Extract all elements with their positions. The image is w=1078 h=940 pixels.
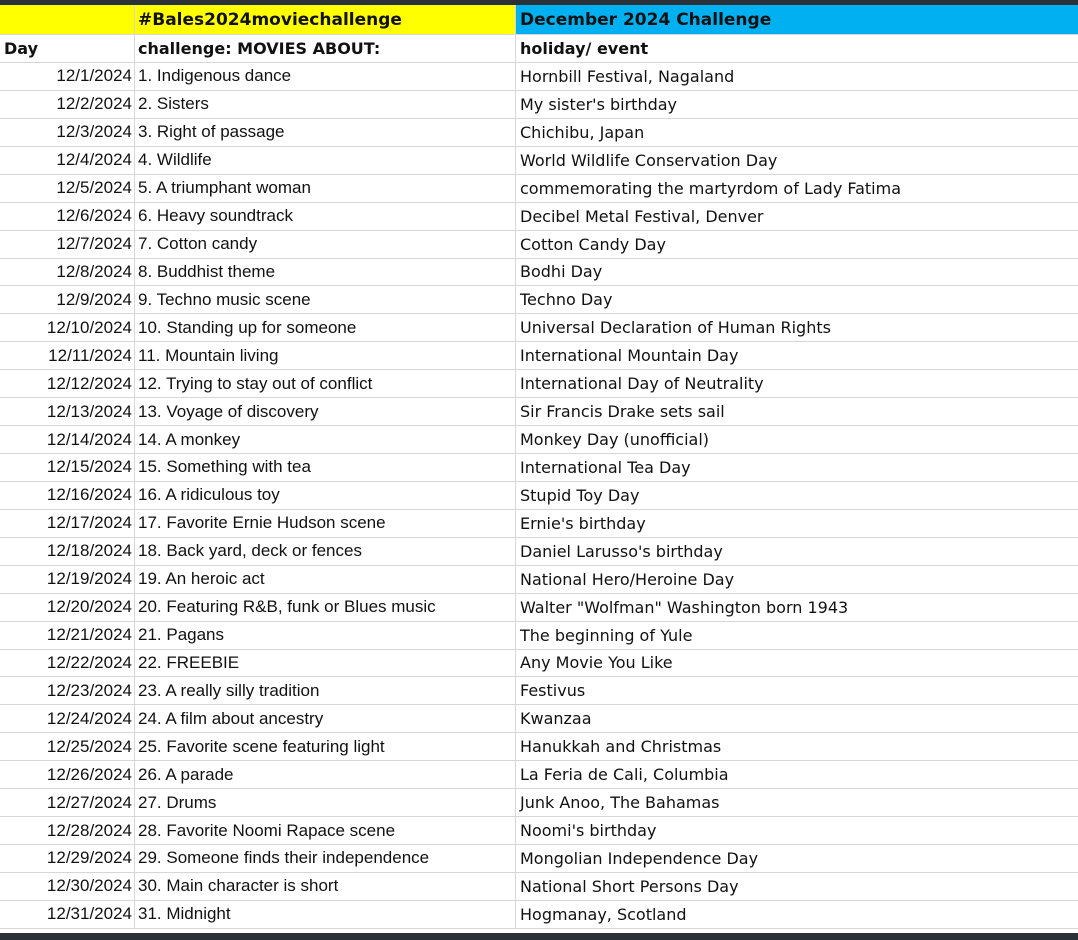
date-cell[interactable]: 12/10/2024 — [0, 314, 135, 342]
table-row — [0, 845, 1078, 873]
event-cell[interactable]: Hogmanay, Scotland — [516, 901, 1078, 929]
date-cell[interactable]: 12/30/2024 — [0, 873, 135, 901]
date-cell[interactable]: 12/29/2024 — [0, 845, 135, 873]
date-cell[interactable]: 12/17/2024 — [0, 510, 135, 538]
event-cell[interactable]: International Mountain Day — [516, 342, 1078, 370]
event-cell[interactable]: World Wildlife Conservation Day — [516, 147, 1078, 175]
table-row — [0, 901, 1078, 929]
table-row — [0, 91, 1078, 119]
date-cell[interactable]: 12/24/2024 — [0, 705, 135, 733]
table-row — [0, 119, 1078, 147]
challenge-cell[interactable]: 9. Techno music scene — [135, 286, 516, 314]
date-cell[interactable]: 12/31/2024 — [0, 901, 135, 929]
challenge-cell[interactable]: 18. Back yard, deck or fences — [135, 538, 516, 566]
event-cell[interactable]: Any Movie You Like — [516, 650, 1078, 678]
table-row — [0, 231, 1078, 259]
event-cell[interactable]: Walter "Wolfman" Washington born 1943 — [516, 594, 1078, 622]
challenge-cell[interactable]: 19. An heroic act — [135, 566, 516, 594]
challenge-cell[interactable]: 31. Midnight — [135, 901, 516, 929]
challenge-cell[interactable]: 15. Something with tea — [135, 454, 516, 482]
hashtag-cell[interactable]: #Bales2024moviechallenge — [135, 5, 516, 35]
challenge-cell[interactable]: 11. Mountain living — [135, 342, 516, 370]
date-cell[interactable]: 12/11/2024 — [0, 342, 135, 370]
date-cell[interactable]: 12/3/2024 — [0, 119, 135, 147]
date-cell[interactable]: 12/14/2024 — [0, 426, 135, 454]
challenge-cell[interactable]: 16. A ridiculous toy — [135, 482, 516, 510]
table-row — [0, 789, 1078, 817]
spreadsheet — [0, 5, 1078, 933]
challenge-cell[interactable]: 12. Trying to stay out of conflict — [135, 370, 516, 398]
date-cell[interactable]: 12/5/2024 — [0, 175, 135, 203]
challenge-cell[interactable]: 17. Favorite Ernie Hudson scene — [135, 510, 516, 538]
table-row — [0, 510, 1078, 538]
date-cell[interactable]: 12/18/2024 — [0, 538, 135, 566]
table-row — [0, 873, 1078, 901]
event-cell[interactable]: Sir Francis Drake sets sail — [516, 398, 1078, 426]
event-cell[interactable]: The beginning of Yule — [516, 622, 1078, 650]
bottom-border — [0, 933, 1078, 940]
date-cell[interactable]: 12/27/2024 — [0, 789, 135, 817]
event-cell[interactable]: Kwanzaa — [516, 705, 1078, 733]
challenge-cell[interactable]: 2. Sisters — [135, 91, 516, 119]
event-cell[interactable]: Noomi's birthday — [516, 817, 1078, 845]
table-row — [0, 370, 1078, 398]
challenge-cell[interactable]: 28. Favorite Noomi Rapace scene — [135, 817, 516, 845]
table-row — [0, 426, 1078, 454]
event-cell[interactable]: Bodhi Day — [516, 259, 1078, 287]
table-row — [0, 482, 1078, 510]
table-row — [0, 314, 1078, 342]
challenge-cell[interactable]: 30. Main character is short — [135, 873, 516, 901]
event-cell[interactable]: Chichibu, Japan — [516, 119, 1078, 147]
table-row — [0, 454, 1078, 482]
table-row — [0, 63, 1078, 91]
event-cell[interactable]: La Feria de Cali, Columbia — [516, 761, 1078, 789]
event-cell[interactable]: Mongolian Independence Day — [516, 845, 1078, 873]
event-cell[interactable]: Decibel Metal Festival, Denver — [516, 203, 1078, 231]
event-cell[interactable]: My sister's birthday — [516, 91, 1078, 119]
event-cell[interactable]: Cotton Candy Day — [516, 231, 1078, 259]
event-cell[interactable]: International Tea Day — [516, 454, 1078, 482]
challenge-cell[interactable]: 14. A monkey — [135, 426, 516, 454]
event-cell[interactable]: Ernie's birthday — [516, 510, 1078, 538]
challenge-cell[interactable]: 10. Standing up for someone — [135, 314, 516, 342]
challenge-cell[interactable]: 23. A really silly tradition — [135, 677, 516, 705]
date-cell[interactable]: 12/1/2024 — [0, 63, 135, 91]
table-row — [0, 203, 1078, 231]
challenge-cell[interactable]: 8. Buddhist theme — [135, 259, 516, 287]
table-row — [0, 147, 1078, 175]
challenge-cell[interactable]: 22. FREEBIE — [135, 650, 516, 678]
challenge-cell[interactable]: 6. Heavy soundtrack — [135, 203, 516, 231]
date-cell[interactable]: 12/26/2024 — [0, 761, 135, 789]
table-row — [0, 733, 1078, 761]
table-row — [0, 342, 1078, 370]
month-title-cell[interactable]: December 2024 Challenge — [516, 5, 1078, 35]
date-cell[interactable]: 12/9/2024 — [0, 286, 135, 314]
title-cell-day[interactable] — [0, 5, 135, 35]
event-cell[interactable]: commemorating the martyrdom of Lady Fatima — [516, 175, 1078, 203]
table-row — [0, 761, 1078, 789]
table-row — [0, 175, 1078, 203]
event-cell[interactable]: Stupid Toy Day — [516, 482, 1078, 510]
table-row — [0, 650, 1078, 678]
date-cell[interactable]: 12/8/2024 — [0, 259, 135, 287]
date-cell[interactable]: 12/23/2024 — [0, 677, 135, 705]
column-header-day[interactable]: Day — [0, 35, 135, 63]
table-row — [0, 677, 1078, 705]
date-cell[interactable]: 12/4/2024 — [0, 147, 135, 175]
table-row — [0, 286, 1078, 314]
event-cell[interactable]: National Short Persons Day — [516, 873, 1078, 901]
date-cell[interactable]: 12/21/2024 — [0, 622, 135, 650]
date-cell[interactable]: 12/12/2024 — [0, 370, 135, 398]
table-row — [0, 398, 1078, 426]
column-header-event[interactable]: holiday/ event — [516, 35, 1078, 63]
date-cell[interactable]: 12/15/2024 — [0, 454, 135, 482]
challenge-cell[interactable]: 27. Drums — [135, 789, 516, 817]
event-cell[interactable]: Monkey Day (unofficial) — [516, 426, 1078, 454]
event-cell[interactable]: National Hero/Heroine Day — [516, 566, 1078, 594]
event-cell[interactable]: Hanukkah and Christmas — [516, 733, 1078, 761]
challenge-cell[interactable]: 4. Wildlife — [135, 147, 516, 175]
date-cell[interactable]: 12/13/2024 — [0, 398, 135, 426]
date-cell[interactable]: 12/6/2024 — [0, 203, 135, 231]
date-cell[interactable]: 12/28/2024 — [0, 817, 135, 845]
date-cell[interactable]: 12/19/2024 — [0, 566, 135, 594]
challenge-cell[interactable]: 7. Cotton candy — [135, 231, 516, 259]
challenge-cell[interactable]: 5. A triumphant woman — [135, 175, 516, 203]
event-cell[interactable]: Junk Anoo, The Bahamas — [516, 789, 1078, 817]
table-row — [0, 259, 1078, 287]
challenge-cell[interactable]: 3. Right of passage — [135, 119, 516, 147]
table-row — [0, 594, 1078, 622]
challenge-cell[interactable]: 21. Pagans — [135, 622, 516, 650]
challenge-cell[interactable]: 25. Favorite scene featuring light — [135, 733, 516, 761]
event-cell[interactable]: Hornbill Festival, Nagaland — [516, 63, 1078, 91]
table-row — [0, 538, 1078, 566]
date-cell[interactable]: 12/25/2024 — [0, 733, 135, 761]
event-cell[interactable]: Daniel Larusso's birthday — [516, 538, 1078, 566]
table-row — [0, 566, 1078, 594]
challenge-cell[interactable]: 26. A parade — [135, 761, 516, 789]
challenge-cell[interactable]: 20. Featuring R&B, funk or Blues music — [135, 594, 516, 622]
event-cell[interactable]: Universal Declaration of Human Rights — [516, 314, 1078, 342]
date-cell[interactable]: 12/22/2024 — [0, 650, 135, 678]
challenge-cell[interactable]: 29. Someone finds their independence — [135, 845, 516, 873]
table-row — [0, 705, 1078, 733]
event-cell[interactable]: Techno Day — [516, 286, 1078, 314]
challenge-cell[interactable]: 1. Indigenous dance — [135, 63, 516, 91]
date-cell[interactable]: 12/16/2024 — [0, 482, 135, 510]
challenge-cell[interactable]: 13. Voyage of discovery — [135, 398, 516, 426]
header-row — [0, 35, 1078, 63]
date-cell[interactable]: 12/20/2024 — [0, 594, 135, 622]
title-row — [0, 5, 1078, 35]
event-cell[interactable]: Festivus — [516, 677, 1078, 705]
table-row — [0, 622, 1078, 650]
challenge-cell[interactable]: 24. A film about ancestry — [135, 705, 516, 733]
date-cell[interactable]: 12/7/2024 — [0, 231, 135, 259]
date-cell[interactable]: 12/2/2024 — [0, 91, 135, 119]
column-header-challenge[interactable]: challenge: MOVIES ABOUT: — [135, 35, 516, 63]
table-row — [0, 817, 1078, 845]
event-cell[interactable]: International Day of Neutrality — [516, 370, 1078, 398]
